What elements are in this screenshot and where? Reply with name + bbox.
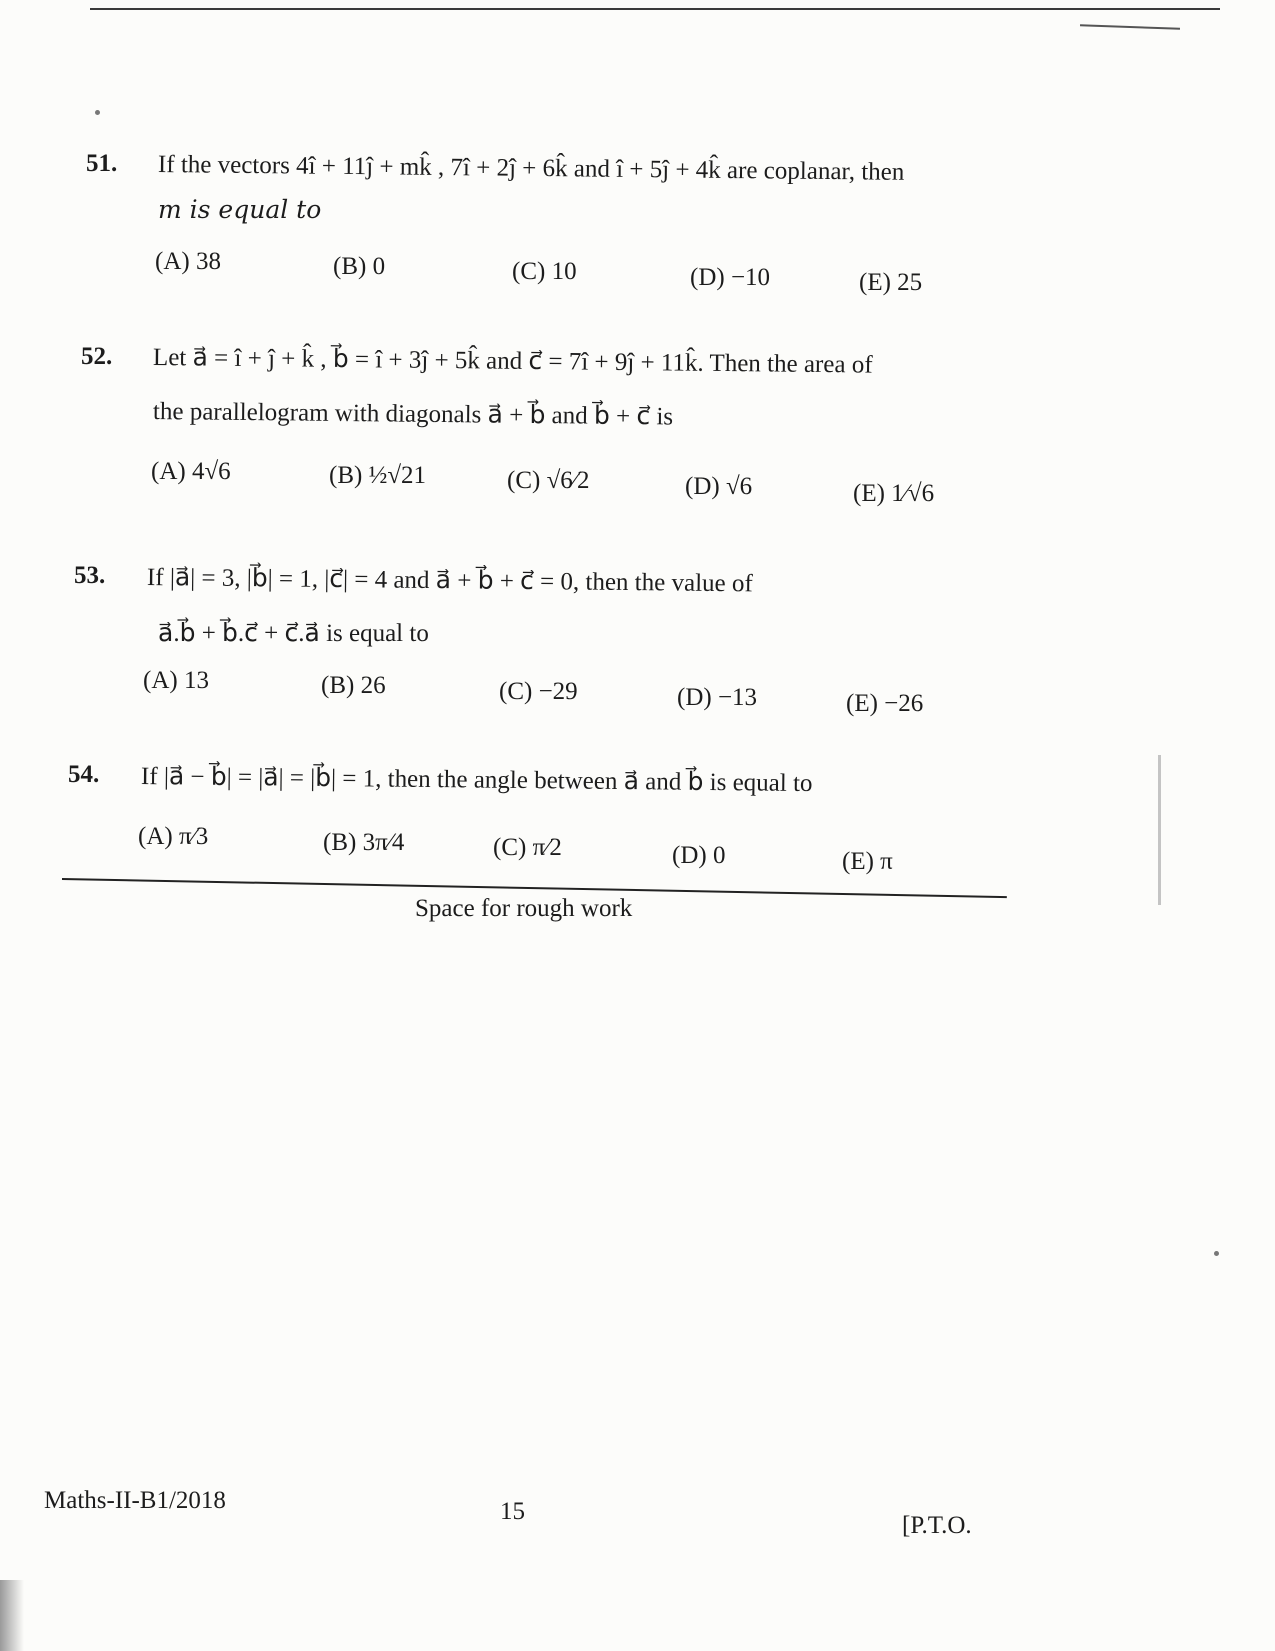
- scan-speck: [95, 110, 100, 115]
- option-b: (B) ½√21: [329, 462, 427, 489]
- option-e: (E) π: [842, 848, 893, 875]
- page-number: 15: [500, 1498, 525, 1525]
- option-c: (C) 10: [512, 258, 577, 285]
- paper-code: Maths-II-B1/2018: [44, 1487, 226, 1514]
- question-stem-line-1: If |a⃗| = 3, |b⃗| = 1, |c⃗| = 4 and a⃗ + b⃗ + c⃗ = 0, then the value of: [146, 564, 753, 598]
- option-b: (B) 3π⁄4: [323, 829, 405, 856]
- question-number: 54.: [68, 761, 100, 788]
- option-a: (A) 4√6: [151, 458, 231, 485]
- option-a: (A) 38: [155, 248, 221, 275]
- option-e: (E) −26: [846, 690, 924, 717]
- option-c: (C) √6⁄2: [507, 467, 590, 494]
- option-b: (B) 0: [333, 253, 386, 280]
- option-d: (D) √6: [685, 473, 753, 500]
- option-e: (E) 25: [859, 269, 923, 296]
- question-stem-line-2: m is equal to: [158, 195, 322, 224]
- top-edge-rule: [90, 8, 1220, 10]
- scan-edge-shadow: [0, 1580, 24, 1651]
- option-d: (D) 0: [672, 842, 726, 869]
- option-c: (C) −29: [499, 678, 578, 705]
- option-d: (D) −13: [677, 684, 758, 711]
- question-stem-line-2: a⃗.b⃗ + b⃗.c⃗ + c⃗.a⃗ is equal to: [158, 620, 429, 647]
- question-stem-line-1: If |a⃗ − b⃗| = |a⃗| = |b⃗| = 1, then the angle between a⃗ and b⃗ is equal to: [140, 763, 813, 798]
- option-d: (D) −10: [690, 264, 771, 291]
- pto-label: [P.T.O.: [902, 1512, 972, 1539]
- option-a: (A) 13: [143, 667, 209, 694]
- question-stem-line-2: the parallelogram with diagonals a⃗ + b⃗ and b⃗ + c⃗ is: [152, 398, 674, 431]
- option-b: (B) 26: [321, 672, 386, 699]
- question-number: 53.: [74, 562, 106, 589]
- scan-margin-mark: [1158, 755, 1161, 905]
- option-c: (C) π⁄2: [493, 834, 562, 861]
- scan-speck: [1214, 1251, 1219, 1256]
- question-stem-line-1: If the vectors 4î + 11ĵ + mk̂ , 7î + 2ĵ + 6k̂ and î + 5ĵ + 4k̂ are coplanar, then: [157, 151, 905, 186]
- question-stem-line-1: Let a⃗ = î + ĵ + k̂ , b⃗ = î + 3ĵ + 5k̂ and c⃗ = 7î + 9ĵ + 11k̂. Then the area of: [152, 344, 873, 379]
- option-e: (E) 1⁄√6: [853, 480, 935, 507]
- rough-work-label: Space for rough work: [415, 895, 633, 922]
- top-edge-rule-right: [1080, 24, 1180, 29]
- option-a: (A) π⁄3: [138, 823, 209, 850]
- question-number: 51.: [86, 150, 118, 177]
- question-number: 52.: [81, 343, 113, 370]
